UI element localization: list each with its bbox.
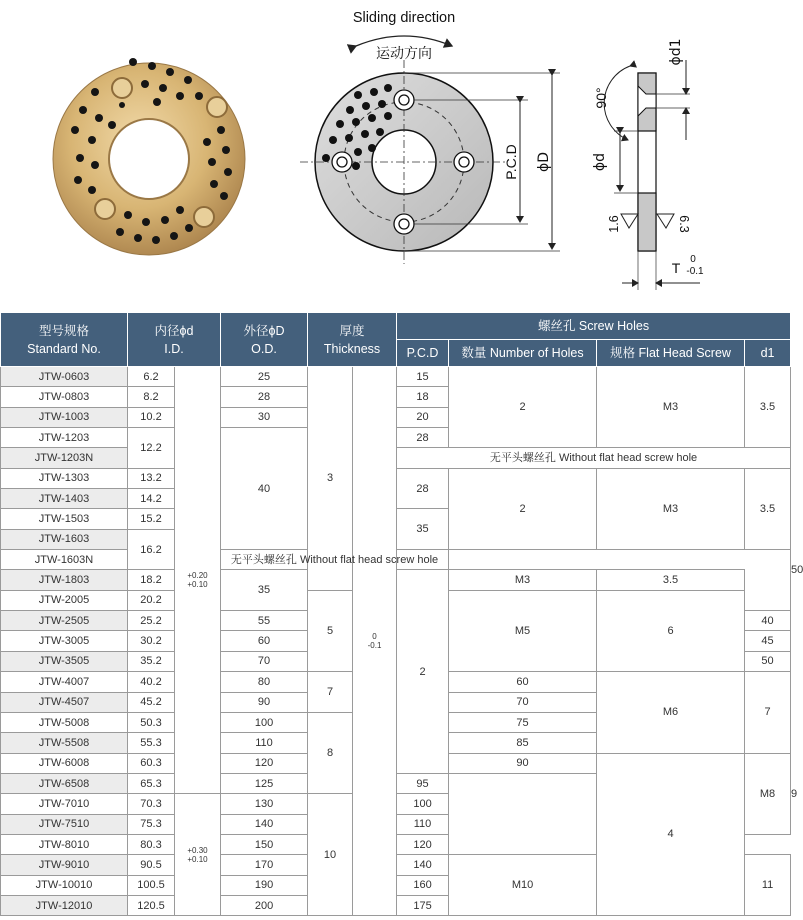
outer-diameter-dimension-label: ϕD: [536, 151, 552, 173]
od-cell: 170: [221, 855, 308, 875]
pcd-cell: 15: [397, 367, 449, 387]
id-cell: 40.2: [128, 672, 175, 692]
no-screw-hole-note: 无平头螺丝孔 Without flat head screw hole: [221, 550, 449, 570]
od-cell: 80: [221, 672, 308, 692]
d1-cell: 6: [597, 590, 745, 671]
holes-cell: 2: [397, 570, 449, 773]
model-cell: JTW-7010: [1, 794, 128, 814]
pcd-cell: 28: [397, 428, 449, 448]
bronze-washer-photo: [53, 58, 245, 255]
id-cell: 8.2: [128, 387, 175, 407]
pcd-cell: 40: [745, 611, 791, 631]
id-cell: 90.5: [128, 855, 175, 875]
pcd-cell: 35: [221, 570, 308, 611]
od-cell: 25: [221, 367, 308, 387]
header-d1: d1: [745, 340, 791, 367]
roughness-left-label: 1.6: [607, 215, 621, 233]
id-cell: 6.2: [128, 367, 175, 387]
id-cell: 14.2: [128, 489, 175, 509]
id-tolerance-1: +0.20 +0.10: [175, 367, 221, 794]
header-outer-diameter: 外径ϕD O.D.: [221, 313, 308, 367]
pcd-dimension-label: P.C.D: [503, 144, 519, 180]
model-cell: JTW-4007: [1, 672, 128, 692]
od-cell: 190: [221, 875, 308, 895]
product-illustrations: [0, 0, 790, 305]
pcd-cell: 70: [449, 692, 597, 712]
model-cell: JTW-9010: [1, 855, 128, 875]
id-cell: 65.3: [128, 773, 175, 793]
pcd-cell: 85: [449, 733, 597, 753]
model-cell: JTW-1003: [1, 407, 128, 427]
washer-side-section-drawing: [592, 38, 704, 290]
od-cell: 140: [221, 814, 308, 834]
roughness-right-label: 6.3: [677, 215, 691, 233]
header-standard-no: 型号规格 Standard No.: [1, 313, 128, 367]
header-pcd: P.C.D: [397, 340, 449, 367]
od-cell: 28: [221, 387, 308, 407]
id-cell: 18.2: [128, 570, 175, 590]
thickness-cell: 5: [308, 590, 353, 671]
id-cell: 30.2: [128, 631, 175, 651]
model-cell: JTW-1803: [1, 570, 128, 590]
thickness-label: T: [671, 260, 681, 276]
id-cell: 75.3: [128, 814, 175, 834]
model-cell: JTW-1503: [1, 509, 128, 529]
od-cell: 60: [221, 631, 308, 651]
pcd-cell: 28: [397, 468, 449, 509]
model-cell: JTW-0603: [1, 367, 128, 387]
spec-table: 型号规格 Standard No. 内径ϕd I.D. 外径ϕD O.D. 厚度 Thickness 螺丝孔 Screw Holes P.C.D 数量 Number of Holes 规格 Flat Head Screw d1 JTW-0603 6.2 +0.20 +0.10 25 3 0 -0.1 15 2 M3 3.5 JTW-0803 8.2 28 18 JTW-1003 10.2 30 20 JTW-1203 12.2 40 28 JTW-1203N 无平头螺丝孔 Without flat head screw hole JTW-1303 13.2 28 2 M3 3.5 JTW-1403 14.2 JTW-1503 15.2 35 JTW-1603 16.2 50 JTW-1603N 无平头螺丝孔 Without flat head screw hole JTW-1803 18.2 35 2 M3 3.5 JTW-2005 20.2 5 M5 6 JTW-2505 25.2 55 40 JTW-3005 30.2 60 45 JTW-3505 35.2 70 50 JTW-4007 40.2 80 7 60 M6 7 JTW-4507 45.2 90 70 JTW-5008 50.3 100 8 75 JTW-5508 55.3 110 85 JTW-6008 60.3 120 90 4 M8 9 JTW-6508 65.3 125 95 JTW-7010 70.3 +0.30 +0.10 130 10 100 JTW-7510 75.3 140 110 JTW-8010 80.3 150 120 JTW-9010 90.5 170 140 M10 11 JTW-10010 100.5 190 160 JTW-12010 120.5 200 175: [0, 312, 791, 916]
model-cell: JTW-7510: [1, 814, 128, 834]
od-cell: 200: [221, 895, 308, 915]
thickness-tol-lower: -0.1: [686, 266, 704, 277]
model-cell: JTW-0803: [1, 387, 128, 407]
pcd-cell: 175: [397, 895, 449, 915]
id-cell: 35.2: [128, 651, 175, 671]
pcd-cell: 45: [745, 631, 791, 651]
d1-cell: 3.5: [745, 367, 791, 448]
id-cell: 60.3: [128, 753, 175, 773]
id-cell: 15.2: [128, 509, 175, 529]
header-screw-holes: 螺丝孔 Screw Holes: [397, 313, 791, 340]
pcd-cell: 95: [397, 773, 449, 793]
model-cell: JTW-3005: [1, 631, 128, 651]
id-cell: 10.2: [128, 407, 175, 427]
id-cell: 55.3: [128, 733, 175, 753]
model-cell: JTW-10010: [1, 875, 128, 895]
id-cell: 120.5: [128, 895, 175, 915]
model-cell: JTW-8010: [1, 834, 128, 854]
inner-diameter-side-label: ϕd: [592, 152, 608, 172]
od-cell: 130: [221, 794, 308, 814]
screw-cell: M6: [597, 672, 745, 753]
model-cell: JTW-12010: [1, 895, 128, 915]
thickness-cell: 10: [308, 794, 353, 916]
countersink-angle-label: 90°: [593, 87, 609, 109]
screw-hole-d1-label: ϕd1: [668, 38, 684, 66]
od-cell: 70: [221, 651, 308, 671]
model-cell: JTW-1403: [1, 489, 128, 509]
header-thickness: 厚度 Thickness: [308, 313, 397, 367]
screw-cell: M10: [449, 855, 597, 916]
d1-cell: 11: [745, 855, 791, 916]
id-tolerance-2: +0.30 +0.10: [175, 794, 221, 916]
od-cell: 100: [221, 712, 308, 732]
sliding-direction-cn-label: 运动方向: [376, 46, 432, 62]
screw-cell: M5: [449, 590, 597, 671]
model-cell: JTW-4507: [1, 692, 128, 712]
pcd-cell: 60: [449, 672, 597, 692]
od-cell: 30: [221, 407, 308, 427]
id-cell: 20.2: [128, 590, 175, 610]
sliding-direction-arrow: [356, 36, 452, 46]
pcd-cell: 160: [397, 875, 449, 895]
holes-cell: 4: [597, 753, 745, 916]
pcd-cell: 110: [397, 814, 449, 834]
washer-top-view-drawing: [300, 10, 560, 264]
screw-cell: M3: [597, 367, 745, 448]
model-cell: JTW-1603N: [1, 550, 128, 570]
pcd-cell: 75: [449, 712, 597, 732]
pcd-cell: 35: [397, 509, 449, 550]
holes-cell: 2: [449, 367, 597, 448]
model-cell: JTW-1203: [1, 428, 128, 448]
model-cell: JTW-5508: [1, 733, 128, 753]
od-cell: 40: [221, 428, 308, 550]
screw-cell: M8: [745, 753, 791, 834]
id-cell: 80.3: [128, 834, 175, 854]
thickness-tolerance: 0 -0.1: [353, 367, 397, 916]
thickness-cell: 8: [308, 712, 353, 793]
thickness-tol-upper: 0: [690, 254, 696, 265]
model-cell: JTW-5008: [1, 712, 128, 732]
pcd-cell: 18: [397, 387, 449, 407]
model-cell: JTW-1303: [1, 468, 128, 488]
d1-cell: 3.5: [597, 570, 745, 590]
pcd-cell: 140: [397, 855, 449, 875]
model-cell: JTW-3505: [1, 651, 128, 671]
d1-cell: 3.5: [745, 468, 791, 549]
pcd-cell: 20: [397, 407, 449, 427]
od-cell: 120: [221, 753, 308, 773]
id-cell: 70.3: [128, 794, 175, 814]
id-cell: 25.2: [128, 611, 175, 631]
thickness-cell: 7: [308, 672, 353, 713]
header-number-of-holes: 数量 Number of Holes: [449, 340, 597, 367]
od-cell: 55: [221, 611, 308, 631]
id-cell: 16.2: [128, 529, 175, 570]
no-screw-hole-note: 无平头螺丝孔 Without flat head screw hole: [397, 448, 791, 468]
model-cell: JTW-1603: [1, 529, 128, 549]
header-flat-head-screw: 规格 Flat Head Screw: [597, 340, 745, 367]
model-cell: JTW-1203N: [1, 448, 128, 468]
screw-cell: M3: [597, 468, 745, 549]
screw-cell: M3: [449, 570, 597, 590]
sliding-direction-label: Sliding direction: [352, 10, 456, 26]
od-cell: 125: [221, 773, 308, 793]
od-cell: 90: [221, 692, 308, 712]
pcd-cell: 120: [397, 834, 449, 854]
d1-cell: 7: [745, 672, 791, 753]
pcd-cell: 100: [397, 794, 449, 814]
model-cell: JTW-6008: [1, 753, 128, 773]
od-cell: 110: [221, 733, 308, 753]
model-cell: JTW-2505: [1, 611, 128, 631]
pcd-cell: 90: [449, 753, 597, 773]
model-cell: JTW-2005: [1, 590, 128, 610]
pcd-cell: 50: [745, 651, 791, 671]
id-cell: 45.2: [128, 692, 175, 712]
thickness-cell: 3: [308, 367, 353, 591]
model-cell: JTW-6508: [1, 773, 128, 793]
id-cell: 50.3: [128, 712, 175, 732]
id-cell: 13.2: [128, 468, 175, 488]
header-inner-diameter: 内径ϕd I.D.: [128, 313, 221, 367]
holes-cell: 2: [449, 468, 597, 549]
od-cell: 150: [221, 834, 308, 854]
id-cell: 12.2: [128, 428, 175, 469]
id-cell: 100.5: [128, 875, 175, 895]
